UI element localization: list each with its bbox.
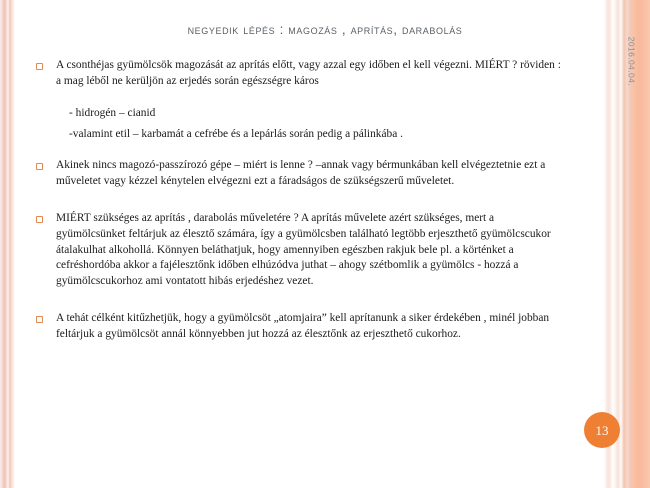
date-stamp: 2016.04.04. bbox=[626, 36, 636, 86]
square-outline-bullet-icon bbox=[36, 163, 43, 170]
sub-line: -valamint etil – karbamát a cefrébe és a lepárlás során pedig a pálinkába . bbox=[69, 128, 403, 141]
bullet-item-text: Akinek nincs magozó-passzírozó gépe – miért is lenne ? –annak vagy bérmunkában kell elvégeztetnie ezt a műveletet vagy kézzel kénytelen elvégezni ezt a fáradságos de szükségszerű műveletet. bbox=[56, 159, 546, 187]
sub-line: - hidrogén – cianid bbox=[69, 107, 156, 120]
bullet-item bbox=[36, 158, 561, 189]
bullet-item bbox=[36, 211, 561, 289]
bullet-item-text: A tehát célként kitűzhetjük, hogy a gyümölcsöt „atomjaira” kell aprítanunk a siker érdekében , minél jobban feltárjuk a gyümölcsöt annál könnyebben jut hozzá az élesztőnk az erjeszthető cukorhoz. bbox=[56, 312, 550, 340]
sub-line-group bbox=[69, 103, 561, 145]
square-outline-bullet-icon bbox=[36, 316, 43, 323]
bullet-item-text: MIÉRT szükséges az aprítás , darabolás műveletére ? A aprítás művelete azért szükséges, mert a gyümölcsünket feltárjuk az élesztő számára, így a gyümölcsben található legtöbb erjeszthető gyümölcscukor átalakulhat alkohollá. Könnyen beláthatjuk, hogy amennyiben egészben rakjuk bele pl. a körténket a cefréshordóba akkor a fajélesztőnk időben elhúzódva juthat – ahogy szétbomlik a gyümölcs - hozzá a gyümölcscukorhoz ami vontatott hibás erjedéshez vezet. bbox=[56, 212, 551, 287]
bullet-item bbox=[36, 311, 561, 342]
bullet-item-text: A csonthéjas gyümölcsök magozását az aprítás előtt, vagy azzal egy időben el kell végezni. MIÉRT ? röviden : a mag léből ne kerüljön az erjedés során egészségre káros bbox=[56, 59, 561, 87]
square-outline-bullet-icon bbox=[36, 216, 43, 223]
page-number-badge: 13 bbox=[584, 412, 620, 448]
square-outline-bullet-icon bbox=[36, 63, 43, 70]
left-decorative-border bbox=[0, 0, 22, 488]
bullet-item bbox=[36, 58, 561, 89]
slide-title: negyedik lépés : magozás , aprítás, darabolás bbox=[187, 22, 463, 37]
slide-body bbox=[36, 58, 561, 357]
